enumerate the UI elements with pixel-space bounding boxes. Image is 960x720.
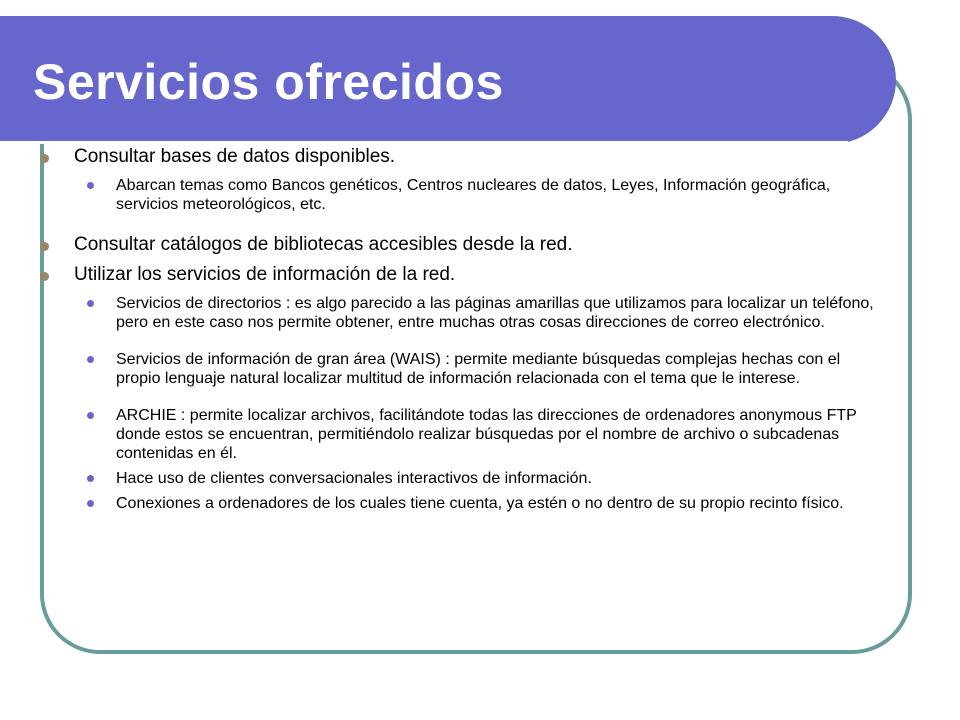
slide-title: Servicios ofrecidos — [33, 54, 504, 110]
sub-bullet-dot-icon — [87, 182, 94, 189]
sub-bullet-text: Hace uso de clientes conversacionales interactivos de información. — [116, 470, 592, 487]
sub-bullet-item — [38, 294, 876, 332]
sub-bullet-text: Servicios de directorios : es algo parecido a las páginas amarillas que utilizamos para localizar un teléfono, pero en este caso nos permite obtener, entre muchas otras cosas direcciones de correo electrónico. — [116, 295, 874, 331]
bullet-text: Utilizar los servicios de información de la red. — [74, 264, 456, 285]
bullet-dot-icon — [40, 242, 49, 251]
bullet-item — [38, 234, 878, 256]
sub-bullet-item — [38, 176, 876, 214]
bullet-dot-icon — [40, 154, 49, 163]
bullet-item — [38, 146, 878, 168]
title-bar — [0, 16, 896, 144]
sub-bullet-item — [38, 406, 876, 463]
sub-bullet-dot-icon — [87, 412, 94, 419]
sub-bullet-dot-icon — [87, 475, 94, 482]
bullet-dot-icon — [40, 272, 49, 281]
bullet-list — [38, 144, 878, 519]
bullet-text: Consultar bases de datos disponibles. — [74, 146, 396, 167]
sub-bullet-text: ARCHIE : permite localizar archivos, facilitándote todas las direcciones de ordenadores anonymous FTP donde estos se encuentran, permitiéndolo realizar búsquedas por el nombre de archivo o subcadenas contenidas en él. — [116, 407, 857, 462]
sub-bullet-item — [38, 494, 876, 513]
sub-bullet-item — [38, 469, 876, 488]
sub-bullet-dot-icon — [87, 300, 94, 307]
sub-bullet-item — [38, 350, 876, 388]
bullet-text: Consultar catálogos de bibliotecas accesibles desde la red. — [74, 234, 573, 255]
sub-bullet-dot-icon — [87, 500, 94, 507]
sub-bullet-dot-icon — [87, 356, 94, 363]
sub-bullet-text: Servicios de información de gran área (WAIS) : permite mediante búsquedas complejas hechas con el propio lenguaje natural localizar multitud de información relacionada con el tema que le interese. — [116, 351, 841, 387]
sub-bullet-text: Conexiones a ordenadores de los cuales tiene cuenta, ya estén o no dentro de su propio recinto físico. — [116, 495, 844, 512]
sub-bullet-text: Abarcan temas como Bancos genéticos, Centros nucleares de datos, Leyes, Información geográfica, servicios meteorológicos, etc. — [116, 177, 831, 213]
bullet-item — [38, 264, 878, 286]
